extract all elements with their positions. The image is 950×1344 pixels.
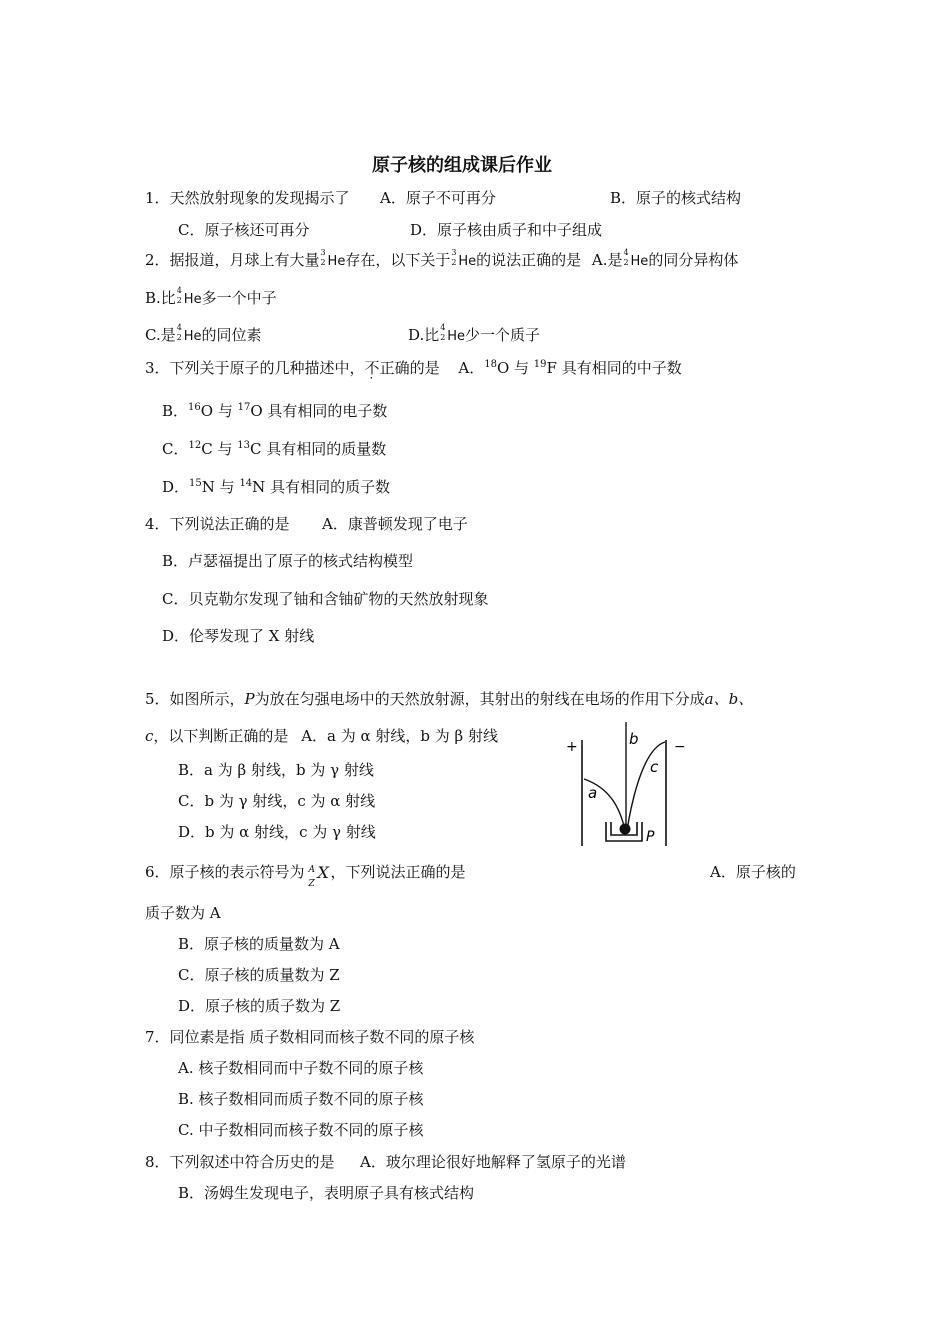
ray-c xyxy=(627,742,665,830)
q7-stem: 7．同位素是指 质子数相同而核子数不同的原子核 xyxy=(145,1028,475,1046)
q1-option-a: A．原子不可再分 xyxy=(380,189,496,207)
q3-option-b: B．$^{16}$O 与 $^{17}$O 具有相同的电子数 xyxy=(162,402,388,420)
radioactive-source xyxy=(620,824,631,835)
q6-option-c: C．原子核的质量数为 Z xyxy=(178,966,340,984)
q3-option-d: D．$^{15}$N 与 $^{14}$N 具有相同的质子数 xyxy=(162,478,391,496)
q6-option-d: D．原子核的质子数为 Z xyxy=(178,997,341,1015)
q1-option-c: C．原子核还可再分 xyxy=(178,221,310,239)
label-b: b xyxy=(629,730,639,748)
q4-option-b: B．卢瑟福提出了原子的核式结构模型 xyxy=(162,552,414,570)
q2-option-c: C.是 4 2 He的同位素 xyxy=(145,323,262,344)
q4-option-d: D．伦琴发现了 X 射线 xyxy=(162,627,315,645)
label-a: a xyxy=(588,784,598,802)
label-c: c xyxy=(650,758,659,776)
q4-stem: 4．下列说法正确的是 xyxy=(145,515,290,533)
q6-option-a-line1: A．原子核的 xyxy=(710,863,796,881)
nuclide-symbol: A Z X xyxy=(308,863,329,889)
q5-stem-line2: c，以下判断正确的是 A．a 为 α 射线，b 为 β 射线 xyxy=(145,727,498,745)
radiation-field-figure xyxy=(560,718,690,852)
q6-option-a-line2: 质子数为 A xyxy=(145,904,221,922)
plus-sign: + xyxy=(566,739,578,755)
q5-option-d: D．b 为 α 射线，c 为 γ 射线 xyxy=(178,823,376,841)
q2-stem: 2．据报道，月球上有大量 3 2 He存在，以下关于 3 2 He的说法正确的是 A.是 4 2 He的同分异构体 xyxy=(145,248,739,269)
q3-stem: 3．下列关于原子的几种描述中，不正确的是 A．$^{18}$O 与 $^{19}$F 具有相同的中子数 xyxy=(145,359,682,377)
q1-stem: 1．天然放射现象的发现揭示了 xyxy=(145,189,350,207)
q1-option-d: D．原子核由质子和中子组成 xyxy=(410,221,603,239)
q6-option-b: B．原子核的质量数为 A xyxy=(178,935,340,953)
q5-option-c: C．b 为 γ 射线，c 为 α 射线 xyxy=(178,792,376,810)
q8-stem: 8．下列叙述中符合历史的是 xyxy=(145,1153,335,1171)
minus-sign: − xyxy=(674,739,686,755)
q5-option-b: B．a 为 β 射线，b 为 γ 射线 xyxy=(178,761,374,779)
q2-option-b: B.比 4 2 He多一个中子 xyxy=(145,286,277,307)
q1-option-b: B．原子的核式结构 xyxy=(610,189,742,207)
q7-option-b: B. 核子数相同而质子数不同的原子核 xyxy=(178,1090,424,1108)
q2-option-d: D.比 4 2 He少一个质子 xyxy=(408,323,541,344)
q8-option-a: A．玻尔理论很好地解释了氢原子的光谱 xyxy=(360,1153,626,1171)
q7-option-a: A. 核子数相同而中子数不同的原子核 xyxy=(178,1059,424,1077)
page-title: 原子核的组成课后作业 xyxy=(372,155,552,176)
q6-stem: 6．原子核的表示符号为 A Z X ，下列说法正确的是 xyxy=(145,863,466,889)
q4-option-c: C．贝克勒尔发现了铀和含铀矿物的天然放射现象 xyxy=(162,590,489,608)
label-p: P xyxy=(646,829,655,845)
q8-option-b: B．汤姆生发现电子，表明原子具有核式结构 xyxy=(178,1184,475,1202)
q5-stem-line1: 5．如图所示，P为放在匀强电场中的天然放射源，其射出的射线在电场的作用下分成a、b、 xyxy=(145,690,754,708)
q7-option-c: C. 中子数相同而核子数不同的原子核 xyxy=(178,1121,424,1139)
q3-option-c: C．$^{12}$C 与 $^{13}$C 具有相同的质量数 xyxy=(162,440,387,458)
q4-option-a: A．康普顿发现了电子 xyxy=(322,515,468,533)
